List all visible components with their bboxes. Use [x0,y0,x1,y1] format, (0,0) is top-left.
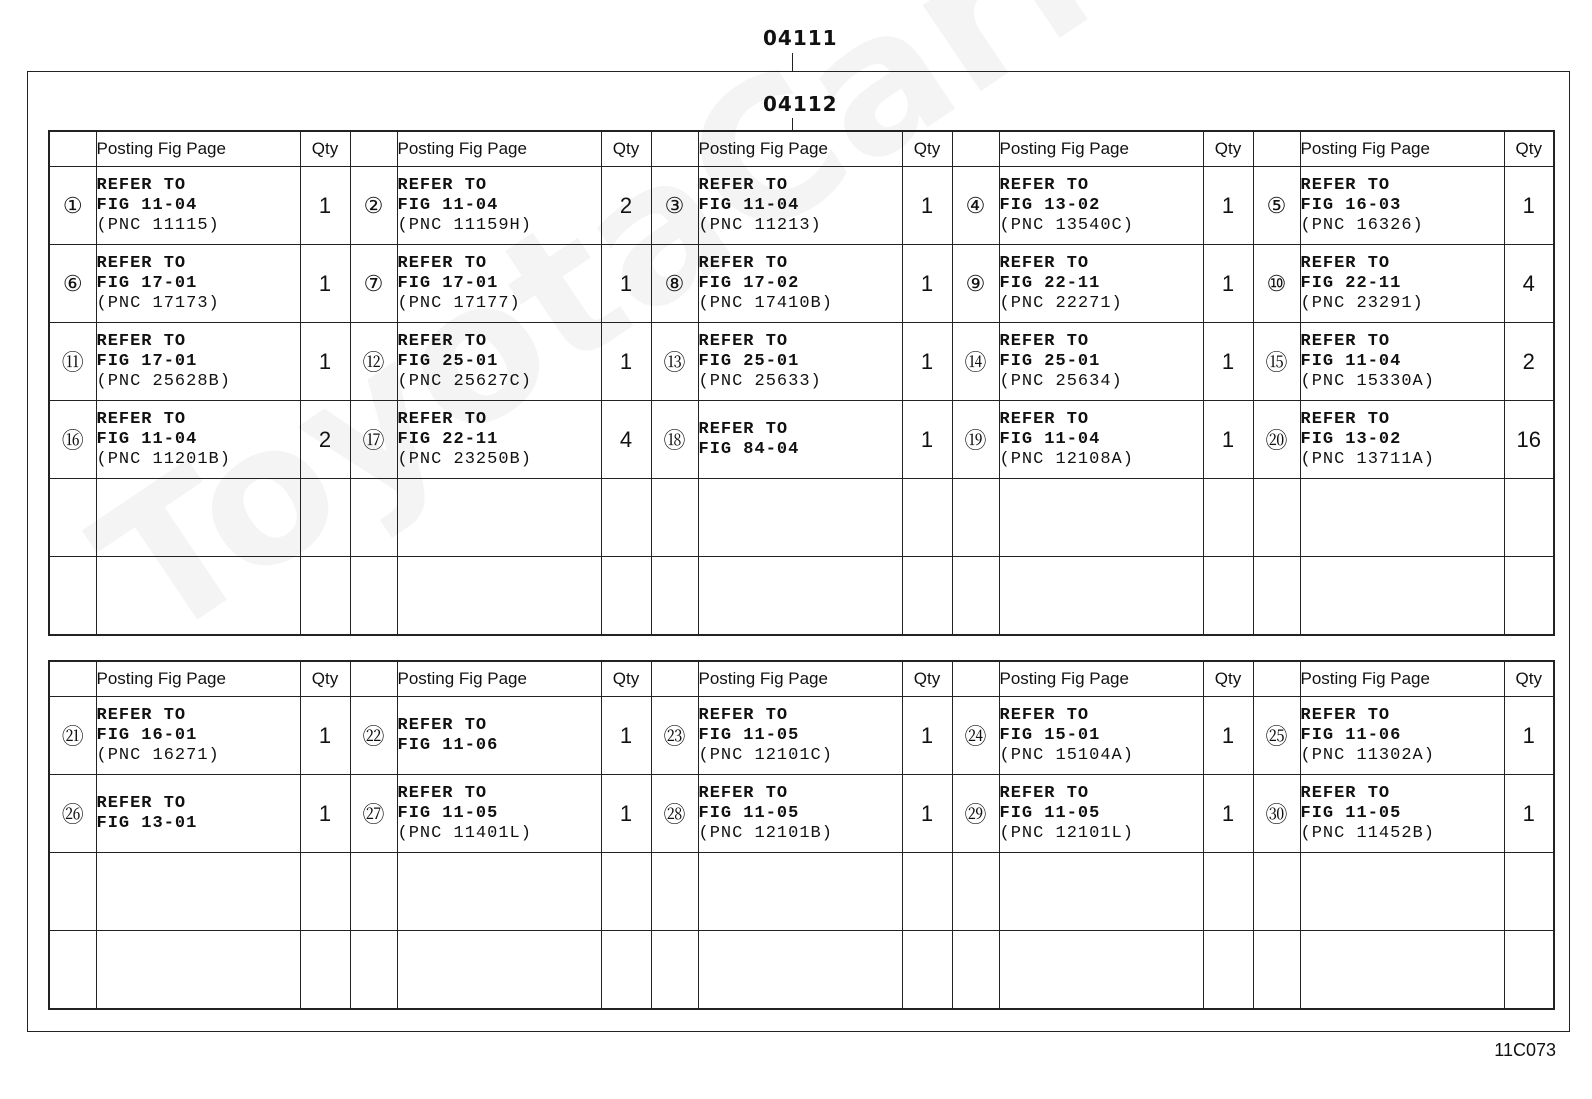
blank-cell [952,557,999,636]
item-number: ⑦ [350,245,397,323]
header-posting-fig-page: Posting Fig Page [96,131,300,167]
reference-cell [999,323,1203,401]
reference-cell [1300,323,1504,401]
refer-to-text: REFER TO [999,331,1090,351]
blank-cell [49,931,96,1010]
refer-to-text: REFER TO [999,175,1090,195]
blank-cell [96,479,300,557]
table-row [49,775,1554,853]
header-index-cell [1253,661,1300,697]
reference-cell [999,167,1203,245]
figure-code: 11C073 [1494,1040,1556,1060]
reference-cell [397,697,601,775]
blank-cell [902,931,952,1010]
fig-reference: FIG 17-02 [698,273,800,293]
fig-reference: FIG 16-01 [96,725,198,745]
assembly-label-04111: 04111 [763,26,838,50]
item-number: ③ [651,167,698,245]
blank-cell [397,853,601,931]
blank-cell [1300,557,1504,636]
table-row [49,401,1554,479]
refer-to-text: REFER TO [999,705,1090,725]
blank-cell [902,557,952,636]
fig-reference: FIG 11-04 [1300,351,1402,371]
reference-cell [1300,401,1504,479]
reference-cell [96,323,300,401]
fig-reference: FIG 11-04 [96,429,198,449]
quantity: 4 [1504,245,1554,323]
quantity: 1 [601,697,651,775]
refer-to-text: REFER TO [397,409,488,429]
pnc-reference: (PNC 25627C) [397,371,532,391]
fig-reference: FIG 22-11 [999,273,1101,293]
reference-cell [1300,697,1504,775]
blank-cell [49,479,96,557]
refer-to-text: REFER TO [1300,783,1391,803]
pnc-reference: (PNC 12101B) [698,823,833,843]
pnc-reference: (PNC 12108A) [999,449,1134,469]
quantity: 1 [300,167,350,245]
reference-cell [999,245,1203,323]
fig-reference: FIG 25-01 [698,351,800,371]
quantity: 1 [902,245,952,323]
fig-reference: FIG 22-11 [397,429,499,449]
header-index-cell [350,131,397,167]
reference-cell [397,775,601,853]
pnc-reference: (PNC 11213) [698,215,822,235]
pnc-reference: (PNC 11115) [96,215,220,235]
item-number: ⑮ [1253,323,1300,401]
refer-to-text: REFER TO [999,783,1090,803]
quantity: 1 [300,775,350,853]
leader-line-top [792,53,793,71]
fig-reference: FIG 25-01 [999,351,1101,371]
blank-cell [300,931,350,1010]
pnc-reference: (PNC 25633) [698,371,822,391]
blank-cell [698,931,902,1010]
quantity: 1 [902,697,952,775]
fig-reference: FIG 16-03 [1300,195,1402,215]
header-posting-fig-page: Posting Fig Page [1300,131,1504,167]
header-index-cell [350,661,397,697]
refer-to-text: REFER TO [1300,253,1391,273]
blank-cell [952,479,999,557]
blank-cell [1504,853,1554,931]
blank-cell [601,931,651,1010]
item-number: ㉙ [952,775,999,853]
reference-cell [397,323,601,401]
item-number: ⑥ [49,245,96,323]
refer-to-text: REFER TO [397,175,488,195]
header-posting-fig-page: Posting Fig Page [96,661,300,697]
blank-cell [1300,931,1504,1010]
item-number: ⑧ [651,245,698,323]
item-number: ㉑ [49,697,96,775]
header-posting-fig-page: Posting Fig Page [397,131,601,167]
quantity: 1 [601,245,651,323]
blank-cell [49,853,96,931]
reference-cell [698,245,902,323]
blank-cell [1203,557,1253,636]
blank-cell [902,479,952,557]
header-posting-fig-page: Posting Fig Page [698,661,902,697]
parts-table-lower [48,660,1555,1010]
item-number: ㉕ [1253,697,1300,775]
quantity: 1 [902,775,952,853]
quantity: 1 [601,775,651,853]
blank-cell [1253,931,1300,1010]
fig-reference: FIG 17-01 [397,273,499,293]
fig-reference: FIG 17-01 [96,273,198,293]
blank-cell [651,479,698,557]
item-number: ㉚ [1253,775,1300,853]
header-index-cell [651,661,698,697]
fig-reference: FIG 13-01 [96,813,198,833]
header-posting-fig-page: Posting Fig Page [397,661,601,697]
blank-cell [651,557,698,636]
reference-cell [1300,167,1504,245]
blank-cell [350,479,397,557]
header-index-cell [651,131,698,167]
header-row [49,661,1554,697]
item-number: ⑱ [651,401,698,479]
blank-cell [1203,931,1253,1010]
blank-cell [49,557,96,636]
fig-reference: FIG 22-11 [1300,273,1402,293]
blank-cell [601,479,651,557]
blank-cell [1300,853,1504,931]
assembly-label-04112: 04112 [763,92,838,116]
item-number: ⑤ [1253,167,1300,245]
blank-cell [999,931,1203,1010]
pnc-reference: (PNC 25634) [999,371,1123,391]
reference-cell [999,697,1203,775]
header-qty: Qty [1203,661,1253,697]
refer-to-text: REFER TO [1300,175,1391,195]
refer-to-text: REFER TO [397,331,488,351]
header-posting-fig-page: Posting Fig Page [999,661,1203,697]
reference-cell [96,167,300,245]
blank-cell [698,557,902,636]
item-number: ⑲ [952,401,999,479]
refer-to-text: REFER TO [999,409,1090,429]
quantity: 2 [300,401,350,479]
reference-cell [999,775,1203,853]
refer-to-text: REFER TO [397,253,488,273]
blank-cell [96,853,300,931]
item-number: ㉔ [952,697,999,775]
reference-cell [397,167,601,245]
quantity: 1 [902,323,952,401]
blank-cell [1504,479,1554,557]
header-index-cell [49,131,96,167]
fig-reference: FIG 84-04 [698,439,800,459]
quantity: 1 [1504,775,1554,853]
blank-cell [952,853,999,931]
header-qty: Qty [902,131,952,167]
fig-reference: FIG 15-01 [999,725,1101,745]
reference-cell [698,401,902,479]
pnc-reference: (PNC 11159H) [397,215,532,235]
pnc-reference: (PNC 13540C) [999,215,1134,235]
pnc-reference: (PNC 17177) [397,293,521,313]
refer-to-text: REFER TO [96,253,187,273]
blank-cell [999,479,1203,557]
quantity: 16 [1504,401,1554,479]
blank-cell [999,853,1203,931]
quantity: 1 [300,323,350,401]
header-posting-fig-page: Posting Fig Page [1300,661,1504,697]
pnc-reference: (PNC 11452B) [1300,823,1435,843]
pnc-reference: (PNC 23250B) [397,449,532,469]
header-index-cell [952,661,999,697]
refer-to-text: REFER TO [96,175,187,195]
blank-cell [300,557,350,636]
item-number: ⑭ [952,323,999,401]
blank-row [49,853,1554,931]
pnc-reference: (PNC 15330A) [1300,371,1435,391]
item-number: ④ [952,167,999,245]
reference-cell [999,401,1203,479]
item-number: ㉖ [49,775,96,853]
blank-cell [902,853,952,931]
blank-cell [1300,479,1504,557]
blank-row [49,557,1554,636]
item-number: ⑳ [1253,401,1300,479]
quantity: 1 [1203,775,1253,853]
blank-cell [350,931,397,1010]
header-posting-fig-page: Posting Fig Page [999,131,1203,167]
pnc-reference: (PNC 17173) [96,293,220,313]
pnc-reference: (PNC 16271) [96,745,220,765]
quantity: 1 [1203,323,1253,401]
reference-cell [96,697,300,775]
blank-cell [698,853,902,931]
refer-to-text: REFER TO [1300,409,1391,429]
reference-cell [1300,775,1504,853]
header-posting-fig-page: Posting Fig Page [698,131,902,167]
blank-cell [601,557,651,636]
refer-to-text: REFER TO [698,783,789,803]
pnc-reference: (PNC 15104A) [999,745,1134,765]
header-index-cell [49,661,96,697]
pnc-reference: (PNC 12101L) [999,823,1134,843]
item-number: ㉘ [651,775,698,853]
quantity: 1 [1203,245,1253,323]
item-number: ⑬ [651,323,698,401]
item-number: ⑪ [49,323,96,401]
refer-to-text: REFER TO [698,705,789,725]
fig-reference: FIG 11-05 [999,803,1101,823]
header-qty: Qty [1504,661,1554,697]
reference-cell [1300,245,1504,323]
pnc-reference: (PNC 12101C) [698,745,833,765]
fig-reference: FIG 11-04 [96,195,198,215]
fig-reference: FIG 11-06 [1300,725,1402,745]
header-qty: Qty [902,661,952,697]
blank-cell [1203,853,1253,931]
pnc-reference: (PNC 23291) [1300,293,1424,313]
header-qty: Qty [601,131,651,167]
quantity: 1 [1203,401,1253,479]
pnc-reference: (PNC 22271) [999,293,1123,313]
header-qty: Qty [300,131,350,167]
refer-to-text: REFER TO [96,705,187,725]
item-number: ㉓ [651,697,698,775]
table-row [49,245,1554,323]
quantity: 4 [601,401,651,479]
pnc-reference: (PNC 11201B) [96,449,231,469]
blank-cell [350,557,397,636]
blank-row [49,931,1554,1010]
pnc-reference: (PNC 11302A) [1300,745,1435,765]
fig-reference: FIG 17-01 [96,351,198,371]
table-row [49,167,1554,245]
reference-cell [397,245,601,323]
quantity: 1 [902,167,952,245]
quantity: 1 [300,697,350,775]
blank-cell [1203,479,1253,557]
blank-cell [397,479,601,557]
fig-reference: FIG 11-04 [999,429,1101,449]
reference-cell [698,775,902,853]
blank-cell [698,479,902,557]
table-row [49,697,1554,775]
pnc-reference: (PNC 25628B) [96,371,231,391]
reference-cell [96,401,300,479]
header-qty: Qty [300,661,350,697]
refer-to-text: REFER TO [999,253,1090,273]
refer-to-text: REFER TO [698,331,789,351]
refer-to-text: REFER TO [96,331,187,351]
item-number: ② [350,167,397,245]
item-number: ㉗ [350,775,397,853]
blank-cell [397,931,601,1010]
fig-reference: FIG 11-05 [698,803,800,823]
blank-cell [1253,479,1300,557]
refer-to-text: REFER TO [96,409,187,429]
reference-cell [698,167,902,245]
blank-cell [350,853,397,931]
fig-reference: FIG 13-02 [999,195,1101,215]
pnc-reference: (PNC 13711A) [1300,449,1435,469]
blank-cell [651,931,698,1010]
refer-to-text: REFER TO [1300,705,1391,725]
header-index-cell [1253,131,1300,167]
header-qty: Qty [1504,131,1554,167]
item-number: ① [49,167,96,245]
blank-cell [300,853,350,931]
blank-cell [651,853,698,931]
fig-reference: FIG 13-02 [1300,429,1402,449]
item-number: ⑯ [49,401,96,479]
blank-cell [1253,853,1300,931]
refer-to-text: REFER TO [96,793,187,813]
blank-cell [96,557,300,636]
blank-row [49,479,1554,557]
item-number: ㉒ [350,697,397,775]
refer-to-text: REFER TO [698,253,789,273]
fig-reference: FIG 11-04 [698,195,800,215]
blank-cell [1253,557,1300,636]
fig-reference: FIG 11-05 [1300,803,1402,823]
blank-cell [1504,557,1554,636]
quantity: 1 [300,245,350,323]
header-index-cell [952,131,999,167]
pnc-reference: (PNC 16326) [1300,215,1424,235]
item-number: ⑫ [350,323,397,401]
fig-reference: FIG 11-04 [397,195,499,215]
reference-cell [698,323,902,401]
item-number: ⑩ [1253,245,1300,323]
refer-to-text: REFER TO [698,175,789,195]
refer-to-text: REFER TO [397,783,488,803]
quantity: 1 [1504,167,1554,245]
header-qty: Qty [601,661,651,697]
quantity: 1 [1203,167,1253,245]
refer-to-text: REFER TO [397,715,488,735]
reference-cell [96,775,300,853]
refer-to-text: REFER TO [698,419,789,439]
blank-cell [601,853,651,931]
blank-cell [300,479,350,557]
fig-reference: FIG 11-05 [397,803,499,823]
fig-reference: FIG 25-01 [397,351,499,371]
table-row [49,323,1554,401]
parts-table-upper [48,130,1555,636]
reference-cell [96,245,300,323]
reference-cell [397,401,601,479]
pnc-reference: (PNC 17410B) [698,293,833,313]
blank-cell [96,931,300,1010]
blank-cell [397,557,601,636]
reference-cell [698,697,902,775]
quantity: 1 [601,323,651,401]
quantity: 2 [1504,323,1554,401]
header-qty: Qty [1203,131,1253,167]
refer-to-text: REFER TO [1300,331,1391,351]
fig-reference: FIG 11-06 [397,735,499,755]
quantity: 1 [902,401,952,479]
item-number: ⑰ [350,401,397,479]
quantity: 1 [1504,697,1554,775]
quantity: 2 [601,167,651,245]
blank-cell [952,931,999,1010]
fig-reference: FIG 11-05 [698,725,800,745]
blank-cell [999,557,1203,636]
blank-cell [1504,931,1554,1010]
item-number: ⑨ [952,245,999,323]
pnc-reference: (PNC 11401L) [397,823,532,843]
header-row [49,131,1554,167]
quantity: 1 [1203,697,1253,775]
